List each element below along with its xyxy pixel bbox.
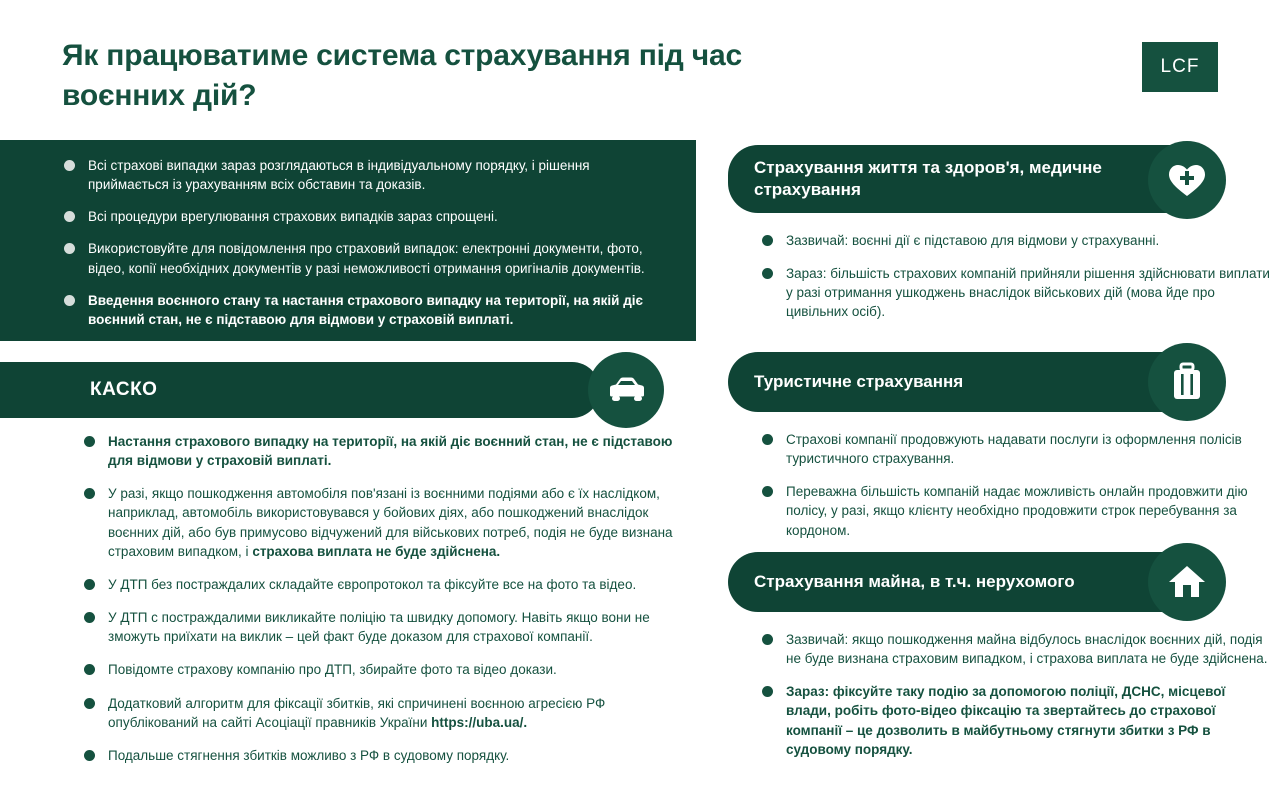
list-item [78, 608, 688, 646]
bullet-dot-icon [64, 243, 75, 254]
section-life-health-heading: Страхування життя та здоров'я, медичне страхування [754, 157, 1102, 199]
list-item-text: Додатковий алгоритм для фіксації збитків, які спричинені воєнною агресією РФ опублікований на сайті Асоціації правників України https://uba.ua/. [108, 695, 606, 730]
bullet-dot-icon [84, 664, 95, 675]
list-item [58, 291, 668, 329]
bullet-dot-icon [64, 211, 75, 222]
heart-plus-icon [1148, 141, 1226, 219]
list-item-text: Зараз: фіксуйте таку подію за допомогою поліції, ДСНС, місцевої влади, робіть фото-відео фіксацію та звертайтесь до страхової компанії – це дозволить в майбутньому стягнути збитки з РФ в судовому порядку. [786, 684, 1226, 757]
bullet-dot-icon [84, 698, 95, 709]
kasko-heading: КАСКО [90, 379, 158, 400]
section-property-list [756, 630, 1270, 759]
list-item-text: Зараз: більшість страхових компаній прийняли рішення здійснювати виплати у разі отримання ушкоджень внаслідок військових дій (мова йде про цивільних осіб). [786, 266, 1270, 320]
car-icon [588, 352, 664, 428]
list-item [78, 484, 688, 561]
list-item-text: Всі процедури врегулювання страхових випадків зараз спрощені. [88, 209, 498, 225]
bullet-dot-icon [84, 750, 95, 761]
bullet-dot-icon [762, 634, 773, 645]
list-item-text: Настання страхового випадку на території, на якій діє воєнний стан, не є підставою для відмови у страховій виплаті. [108, 434, 673, 469]
page-header [0, 0, 1280, 136]
list-item [78, 660, 688, 679]
home-icon [1148, 543, 1226, 621]
section-travel-heading: Туристичне страхування [754, 371, 964, 391]
page-title: Як працюватиме система страхування під час воєнних дій? [62, 39, 742, 112]
logo [1142, 42, 1218, 92]
list-item [78, 746, 688, 765]
section-property [728, 552, 1280, 773]
bullet-dot-icon [762, 434, 773, 445]
list-item [78, 432, 688, 470]
bullet-dot-icon [64, 295, 75, 306]
list-item [756, 682, 1270, 759]
list-item-text: Страхові компанії продовжують надавати послуги із оформлення полісів туристичного страхування. [786, 432, 1242, 467]
list-item [756, 264, 1270, 321]
section-property-header [728, 552, 1180, 612]
list-item-text: У ДТП без постраждалих складайте європротокол та фіксуйте все на фото та відео. [108, 576, 637, 592]
kasko-list [78, 432, 688, 765]
section-life-health-body [728, 213, 1280, 322]
list-item [756, 482, 1270, 539]
bullet-dot-icon [84, 579, 95, 590]
logo-text: LCF [1160, 56, 1200, 77]
list-item [58, 239, 668, 277]
list-item-text: Повідомте страхову компанію про ДТП, збирайте фото та відео докази. [108, 662, 557, 678]
list-item-text: У разі, якщо пошкодження автомобіля пов'язані із воєнними подіями або є їх наслідком, наприклад, автомобіль використовувався у бойових діях, або пошкоджений внаслідок воєнних дій, або був примусово відчужений для військових потреб, подія не буде визнана страховим випадком, і страхова виплата не буде здійснена. [108, 486, 673, 559]
bullet-dot-icon [64, 160, 75, 171]
section-travel-header [728, 352, 1180, 412]
list-item [756, 430, 1270, 468]
list-item [58, 207, 668, 226]
general-rules-list [58, 156, 668, 329]
suitcase-icon [1148, 343, 1226, 421]
bullet-dot-icon [762, 686, 773, 697]
list-item [78, 694, 688, 732]
list-item [756, 231, 1270, 250]
section-life-health-list [756, 231, 1270, 322]
general-rules-panel [0, 140, 696, 341]
bullet-dot-icon [762, 235, 773, 246]
list-item-text: Всі страхові випадки зараз розглядаються в індивідуальному порядку, і рішення приймається із урахуванням всіх обставин та доказів. [88, 158, 590, 193]
bullet-dot-icon [762, 268, 773, 279]
list-item [58, 156, 668, 194]
bullet-dot-icon [84, 488, 95, 499]
list-item-text: У ДТП с постраждалими викликайте поліцію та швидку допомогу. Навіть якщо вони не зможуть приїхати на виклик – цей факт буде доказом для страхової компанії. [108, 610, 650, 645]
bullet-dot-icon [84, 612, 95, 623]
section-property-body [728, 612, 1280, 759]
list-item-text: Зазвичай: якщо пошкодження майна відбулось внаслідок воєнних дій, подія не буде визнана страховим випадком, і страхова виплата не буде здійснена. [786, 632, 1268, 667]
list-item [756, 630, 1270, 668]
bullet-dot-icon [762, 486, 773, 497]
list-item-text: Використовуйте для повідомлення про страховий випадок: електронні документи, фото, відео, копії необхідних документів у разі неможливості отримання оригіналів документів. [88, 241, 645, 276]
section-life-health [728, 145, 1280, 336]
section-travel-body [728, 412, 1280, 540]
list-item-text: Переважна більшість компаній надає можливість онлайн продовжити дію полісу, у разі, якщо клієнту необхідно продовжити строк перебування за кордоном. [786, 484, 1248, 538]
kasko-body [78, 432, 688, 779]
list-item-text: Подальше стягнення збитків можливо з РФ в судовому порядку. [108, 747, 510, 763]
list-item-text: Зазвичай: воєнні дії є підставою для відмови у страхуванні. [786, 233, 1160, 248]
section-travel-list [756, 430, 1270, 540]
list-item-text: Введення воєнного стану та настання страхового випадку на території, на якій діє воєнний стан, не є підставою для відмови у страховій виплаті. [88, 292, 643, 327]
bullet-dot-icon [84, 436, 95, 447]
section-travel [728, 352, 1280, 554]
kasko-section-header [0, 362, 600, 418]
section-property-heading: Страхування майна, в т.ч. нерухомого [754, 571, 1075, 591]
list-item [78, 575, 688, 594]
section-life-health-header [728, 145, 1180, 213]
